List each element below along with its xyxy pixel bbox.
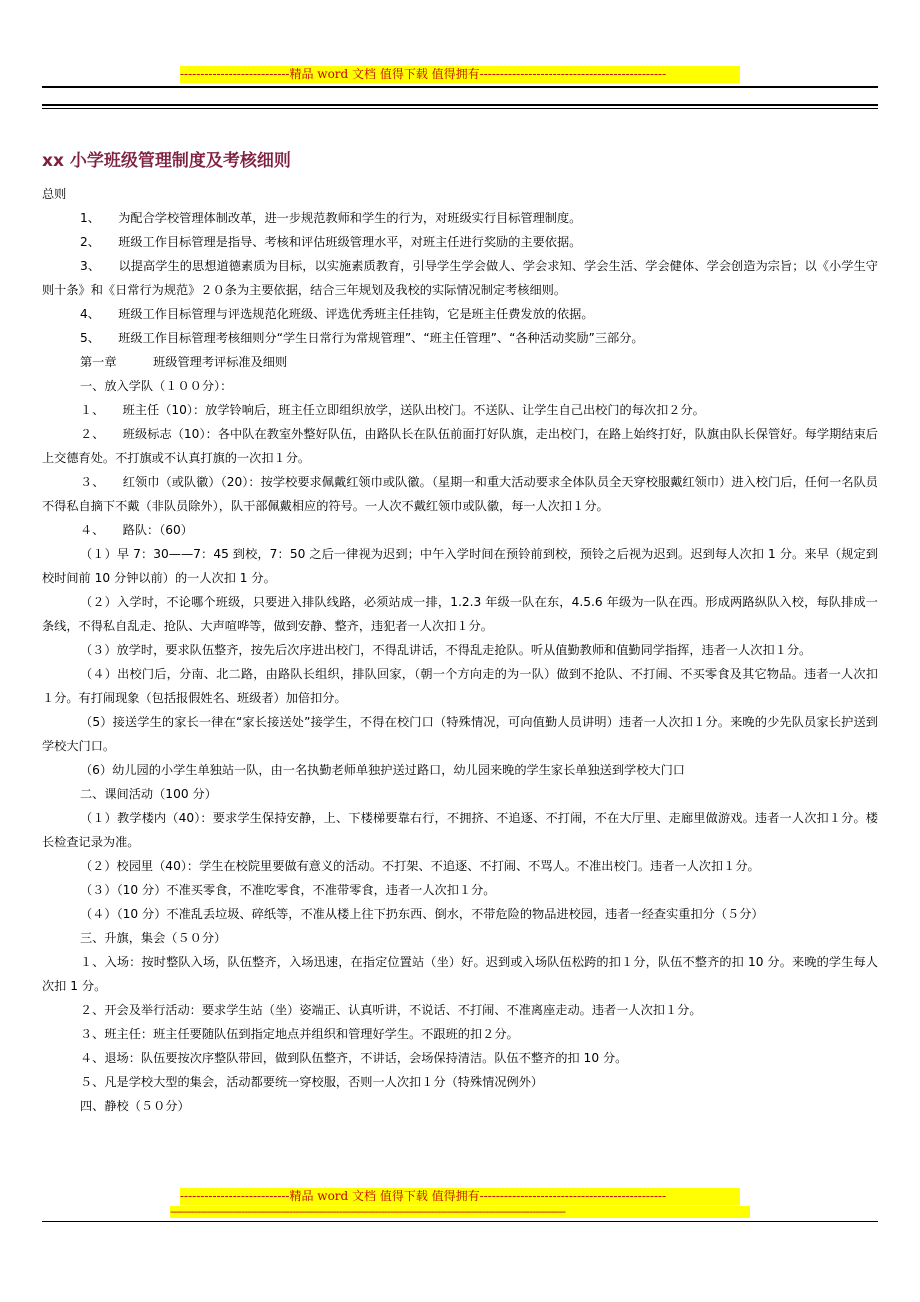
paragraph: １、入场：按时整队入场，队伍整齐，入场迅速，在指定位置站（坐）好。迟到或入场队伍松跨的扣１分，队伍不整齐的扣 10 分。来晚的学生每人次扣 1 分。 bbox=[42, 955, 878, 993]
section-heading: 二、课间活动（100 分） bbox=[80, 787, 217, 801]
paragraph: （４）（10 分）不准乱丢垃圾、碎纸等，不准从楼上往下扔东西、倒水，不带危险的物品进校园，违者一经查实重扣分（５分） bbox=[80, 907, 764, 921]
paragraph: （１）教学楼内（40）：要求学生保持安静，上、下楼梯要靠右行，不拥挤、不追逐、不打闹，不在大厅里、走廊里做游戏。违者一人次扣１分。楼长检查记录为准。 bbox=[42, 811, 878, 849]
paragraph: ３、班主任：班主任要随队伍到指定地点并组织和管理好学生。不跟班的扣２分。 bbox=[80, 1027, 519, 1041]
footer-rule bbox=[42, 1221, 878, 1222]
document-title: xx 小学班级管理制度及考核细则 bbox=[42, 151, 291, 171]
header-rule-double-top bbox=[42, 104, 878, 106]
paragraph: 3、 以提高学生的思想道德素质为目标，以实施素质教育，引导学生学会做人、学会求知、学会生活、学会健体、学会创造为宗旨；以《小学生守则十条》和《日常行为规范》２０条为主要依据，结合三年规划及我校的实际情况制定考核细则。 bbox=[42, 259, 878, 297]
footer-dash-line: ------------------------------------------------------------------------------------------------------------------------------------- bbox=[170, 1206, 750, 1218]
paragraph: （４）出校门后，分南、北二路，由路队长组织，排队回家，（朝一个方向走的为一队）做到不抢队、不打闹、不买零食及其它物品。违者一人次扣１分。有打闹现象（包括报假姓名、班级者）加倍扣分。 bbox=[42, 667, 878, 705]
paragraph: （３）放学时，要求队伍整齐，按先后次序进出校门，不得乱讲话，不得乱走抢队。听从值勤教师和值勤同学指挥，违者一人次扣１分。 bbox=[80, 643, 812, 657]
section-heading-general: 总则 bbox=[42, 187, 67, 201]
paragraph: 5、 班级工作目标管理考核细则分“学生日常行为常规管理”、“班主任管理”、“各种活动奖励”三部分。 bbox=[80, 331, 644, 345]
paragraph: （３）（10 分）不准买零食，不准吃零食，不准带零食，违者一人次扣１分。 bbox=[80, 883, 496, 897]
paragraph: ５、凡是学校大型的集会，活动都要统一穿校服，否则一人次扣１分（特殊情况例外） bbox=[80, 1075, 544, 1089]
header-banner: ---------------------------精品 word 文档 值得下载 值得拥有---------------------------------------------- bbox=[180, 66, 740, 83]
paragraph: ２、 班级标志（10）：各中队在教室外整好队伍，由路队长在队伍前面打好队旗，走出校门，在路上始终打好，队旗由队长保管好。每学期结束后上交德育处。不打旗或不认真打旗的一次扣１分。 bbox=[42, 427, 878, 465]
paragraph: 1、 为配合学校管理体制改革，进一步规范教师和学生的行为，对班级实行目标管理制度。 bbox=[80, 211, 582, 225]
chapter-heading: 第一章 班级管理考评标准及细则 bbox=[80, 355, 288, 369]
paragraph: ３、 红领巾（或队徽）（20）：按学校要求佩戴红领巾或队徽。（星期一和重大活动要求全体队员全天穿校服戴红领巾）进入校门后，任何一名队员不得私自摘下不戴（非队员除外），队干部佩戴相应的符号。一人次不戴红领巾或队徽，每一人次扣１分。 bbox=[42, 475, 878, 513]
section-heading: 四、静校（５０分） bbox=[80, 1099, 190, 1113]
header-rule-thick bbox=[42, 86, 878, 88]
paragraph: 2、 班级工作目标管理是指导、考核和评估班级管理水平，对班主任进行奖励的主要依据。 bbox=[80, 235, 582, 249]
paragraph: （6）幼儿园的小学生单独站一队，由一名执勤老师单独护送过路口，幼儿园来晚的学生家长单独送到学校大门口 bbox=[80, 763, 685, 777]
paragraph: ４、退场：队伍要按次序整队带回，做到队伍整齐，不讲话，会场保持清洁。队伍不整齐的扣 10 分。 bbox=[80, 1051, 628, 1065]
footer-banner: ---------------------------精品 word 文档 值得下载 值得拥有---------------------------------------------- bbox=[180, 1188, 740, 1205]
paragraph: 4、 班级工作目标管理与评选规范化班级、评选优秀班主任挂钩，它是班主任费发放的依据。 bbox=[80, 307, 594, 321]
paragraph: （5）接送学生的家长一律在“家长接送处”接学生，不得在校门口（特殊情况，可向值勤人员讲明）违者一人次扣１分。来晚的少先队员家长护送到学校大门口。 bbox=[42, 715, 878, 753]
paragraph: ４、 路队：（60） bbox=[80, 523, 193, 537]
section-heading: 一、放入学队（１００分）： bbox=[80, 379, 233, 393]
paragraph: （１）早 7：30——7：45 到校，7：50 之后一律视为迟到；中午入学时间在预铃前到校，预铃之后视为迟到。迟到每人次扣 1 分。来早（规定到校时间前 10 分钟以前）的一人次扣 1 分。 bbox=[42, 547, 878, 585]
section-heading: 三、升旗，集会（５０分） bbox=[80, 931, 227, 945]
paragraph: １、 班主任（10）：放学铃响后，班主任立即组织放学，送队出校门。不送队、让学生自己出校门的每次扣２分。 bbox=[80, 403, 705, 417]
paragraph: ２、开会及举行活动：要求学生站（坐）姿端正、认真听讲，不说话、不打闹、不准离座走动。违者一人次扣１分。 bbox=[80, 1003, 702, 1017]
paragraph: （２）入学时，不论哪个班级，只要进入排队线路，必须站成一排，1.2.3 年级一队在东，4.5.6 年级为一队在西。形成两路纵队入校，每队排成一条线，不得私自乱走、抢队、大声喧哗等，做到安静、整齐，违犯者一人次扣１分。 bbox=[42, 595, 878, 633]
document-body bbox=[42, 182, 878, 1118]
paragraph: （２）校园里（40）：学生在校院里要做有意义的活动。不打架、不追逐、不打闹、不骂人。不准出校门。违者一人次扣１分。 bbox=[80, 859, 760, 873]
header-rule-double-bottom bbox=[42, 108, 878, 109]
